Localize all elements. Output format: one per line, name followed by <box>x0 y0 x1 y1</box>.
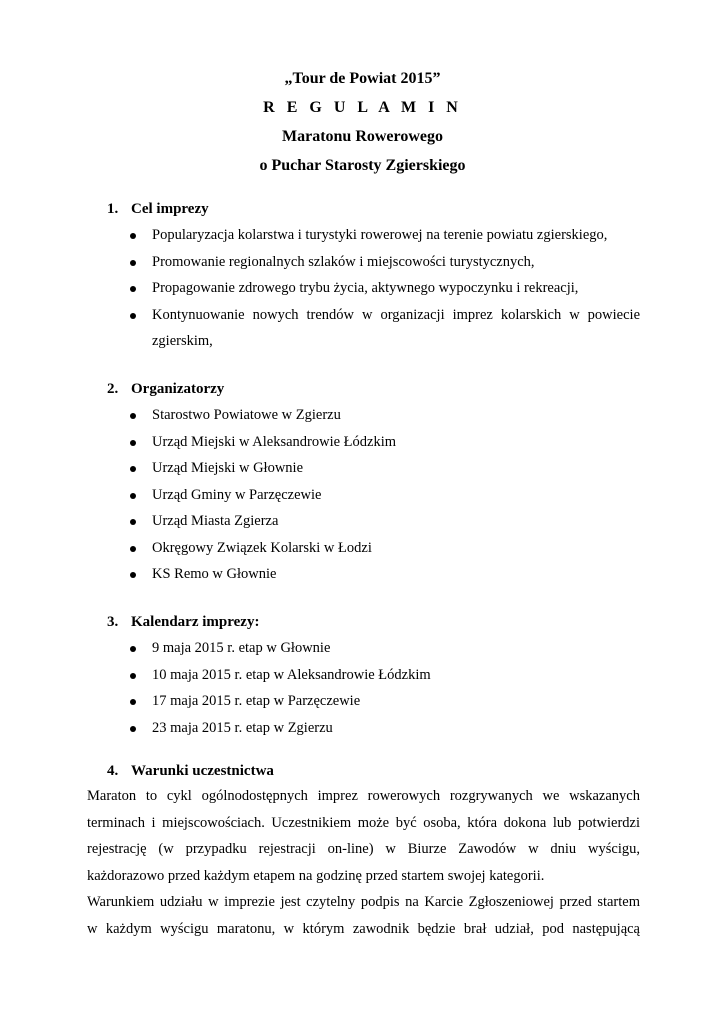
event-title: „Tour de Powiat 2015” <box>284 70 441 87</box>
list-item: Promowanie regionalnych szlaków i miejscowości turystycznych, <box>130 249 640 276</box>
bullet-icon <box>130 646 136 652</box>
paragraph-line: w każdym wyścigu maratonu, w którym zawodnik będzie brał udział, pod następującą <box>87 920 640 937</box>
paragraph-line: każdorazowo przed każdym etapem na godzinę przed startem swojej kategorii. <box>87 867 545 884</box>
bullet-icon <box>130 413 136 419</box>
bullet-icon <box>130 546 136 552</box>
regulations-heading: R E G U L A M I N <box>263 99 462 116</box>
list-item: 10 maja 2015 r. etap w Aleksandrowie Łódzkim <box>130 662 640 689</box>
bullet-icon <box>130 313 136 319</box>
participation-paragraph-2 <box>87 889 640 942</box>
bullet-icon <box>130 519 136 525</box>
bullet-icon <box>130 466 136 472</box>
list-item: Urząd Miasta Zgierza <box>130 508 640 535</box>
section-number: 1. <box>107 201 119 217</box>
bullet-icon <box>130 286 136 292</box>
paragraph-line: terminach i miejscowościach. Uczestnikiem może być osoba, która dokona lub potwierdzi <box>87 814 640 831</box>
paragraph-line: rejestrację (w przypadku rejestracji on-line) w Biurze Zawodów w dniu wyścigu, <box>87 841 640 857</box>
marathon-subtitle: Maratonu Rowerowego <box>281 128 443 145</box>
bullet-icon <box>130 440 136 446</box>
participation-paragraph-1 <box>87 783 640 889</box>
list-item: 17 maja 2015 r. etap w Parzęczewie <box>130 688 640 715</box>
list-item: Kontynuowanie nowych trendów w organizacji imprez kolarskich w powiecie zgierskim, <box>130 302 640 355</box>
bullet-icon <box>130 233 136 239</box>
paragraph-line: Maraton to cykl ogólnodostępnych imprez rowerowych rozgrywanych we wskazanych <box>87 788 640 804</box>
section-title: Kalendarz imprezy: <box>131 614 260 630</box>
bullet-icon <box>130 260 136 266</box>
section-title: Warunki uczestnictwa <box>131 763 274 779</box>
list-item: 23 maja 2015 r. etap w Zgierzu <box>130 715 640 742</box>
section-heading <box>107 379 224 399</box>
section-number: 2. <box>107 381 119 397</box>
list-item: Urząd Miejski w Aleksandrowie Łódzkim <box>130 429 640 456</box>
list-item: Starostwo Powiatowe w Zgierzu <box>130 402 640 429</box>
bullet-icon <box>130 726 136 732</box>
section-heading <box>107 612 259 632</box>
organizers-list <box>130 402 640 588</box>
list-item: Urząd Miejski w Głownie <box>130 455 640 482</box>
section-number: 3. <box>107 614 119 630</box>
bullet-icon <box>130 493 136 499</box>
bullet-icon <box>130 699 136 705</box>
calendar-list <box>130 635 640 741</box>
list-item: Urząd Gminy w Parzęczewie <box>130 482 640 509</box>
list-item: Propagowanie zdrowego trybu życia, aktywnego wypoczynku i rekreacji, <box>130 275 640 302</box>
list-item: 9 maja 2015 r. etap w Głownie <box>130 635 640 662</box>
section-title: Cel imprezy <box>131 201 209 217</box>
section-number: 4. <box>107 763 119 779</box>
section-heading <box>107 761 274 781</box>
section-heading <box>107 199 209 219</box>
bullet-icon <box>130 572 136 578</box>
list-item: KS Remo w Głownie <box>130 561 640 588</box>
goals-list <box>130 222 640 355</box>
list-item: Popularyzacja kolarstwa i turystyki rowerowej na terenie powiatu zgierskiego, <box>130 222 640 249</box>
bullet-icon <box>130 673 136 679</box>
list-item: Okręgowy Związek Kolarski w Łodzi <box>130 535 640 562</box>
cup-subtitle: o Puchar Starosty Zgierskiego <box>259 157 466 174</box>
paragraph-line: Warunkiem udziału w imprezie jest czytelny podpis na Karcie Zgłoszeniowej przed startem <box>87 894 640 910</box>
section-title: Organizatorzy <box>131 381 225 397</box>
document-title-block <box>0 64 725 180</box>
